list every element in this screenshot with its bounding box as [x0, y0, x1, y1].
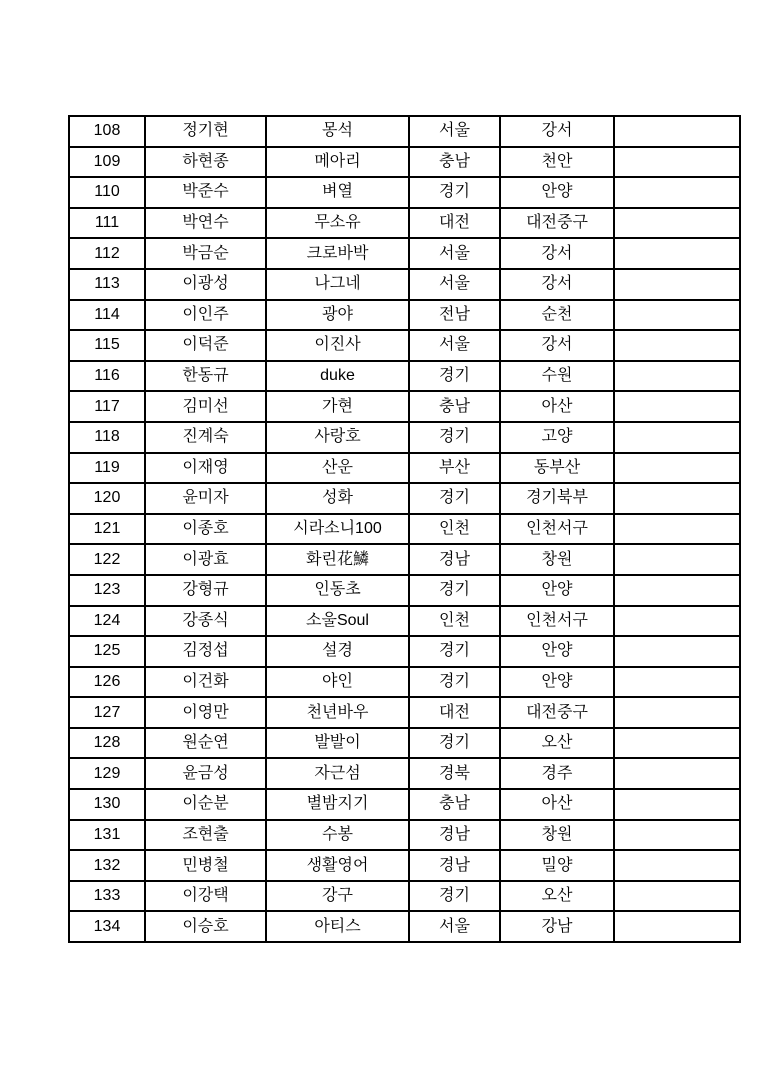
cell-number: 124: [69, 606, 145, 637]
table-row: [69, 911, 740, 942]
cell-number: 117: [69, 391, 145, 422]
cell-note: [614, 422, 740, 453]
cell-district: 강서: [500, 116, 614, 147]
table-row: [69, 820, 740, 851]
cell-note: [614, 330, 740, 361]
cell-district: 밀양: [500, 850, 614, 881]
cell-district: 오산: [500, 881, 614, 912]
cell-number: 119: [69, 453, 145, 484]
cell-name: 이승호: [145, 911, 266, 942]
cell-region: 경기: [409, 728, 500, 759]
cell-note: [614, 606, 740, 637]
table-row: [69, 116, 740, 147]
cell-note: [614, 238, 740, 269]
cell-region: 인천: [409, 514, 500, 545]
cell-note: [614, 820, 740, 851]
table-row: [69, 606, 740, 637]
cell-district: 창원: [500, 820, 614, 851]
cell-note: [614, 575, 740, 606]
cell-district: 안양: [500, 636, 614, 667]
cell-name: 정기현: [145, 116, 266, 147]
table-row: [69, 177, 740, 208]
cell-region: 서울: [409, 238, 500, 269]
cell-region: 경남: [409, 850, 500, 881]
cell-region: 충남: [409, 789, 500, 820]
cell-nickname: 이진사: [266, 330, 409, 361]
cell-region: 전남: [409, 300, 500, 331]
cell-region: 충남: [409, 391, 500, 422]
cell-note: [614, 850, 740, 881]
cell-region: 경기: [409, 361, 500, 392]
cell-nickname: 수봉: [266, 820, 409, 851]
cell-number: 114: [69, 300, 145, 331]
cell-nickname: 크로바박: [266, 238, 409, 269]
table-row: [69, 300, 740, 331]
cell-district: 대전중구: [500, 697, 614, 728]
cell-name: 조현출: [145, 820, 266, 851]
cell-region: 경기: [409, 177, 500, 208]
cell-name: 이광효: [145, 544, 266, 575]
table-row: [69, 361, 740, 392]
cell-nickname: 몽석: [266, 116, 409, 147]
cell-district: 순천: [500, 300, 614, 331]
cell-number: 118: [69, 422, 145, 453]
cell-note: [614, 300, 740, 331]
cell-nickname: 천년바우: [266, 697, 409, 728]
cell-nickname: 메아리: [266, 147, 409, 178]
cell-nickname: 나그네: [266, 269, 409, 300]
cell-region: 경기: [409, 667, 500, 698]
cell-name: 이덕준: [145, 330, 266, 361]
cell-region: 서울: [409, 330, 500, 361]
cell-district: 강서: [500, 330, 614, 361]
cell-region: 인천: [409, 606, 500, 637]
cell-nickname: 인동초: [266, 575, 409, 606]
cell-district: 아산: [500, 789, 614, 820]
cell-district: 강서: [500, 269, 614, 300]
cell-nickname: 별밤지기: [266, 789, 409, 820]
cell-district: 천안: [500, 147, 614, 178]
cell-district: 인천서구: [500, 514, 614, 545]
cell-district: 동부산: [500, 453, 614, 484]
cell-number: 108: [69, 116, 145, 147]
cell-district: 경주: [500, 758, 614, 789]
table-row: [69, 575, 740, 606]
table-row: [69, 330, 740, 361]
cell-note: [614, 208, 740, 239]
cell-number: 128: [69, 728, 145, 759]
cell-note: [614, 177, 740, 208]
table-row: [69, 483, 740, 514]
cell-number: 115: [69, 330, 145, 361]
cell-region: 충남: [409, 147, 500, 178]
cell-district: 안양: [500, 575, 614, 606]
cell-region: 경기: [409, 422, 500, 453]
cell-number: 123: [69, 575, 145, 606]
cell-nickname: 산운: [266, 453, 409, 484]
table-row: [69, 728, 740, 759]
cell-name: 하현종: [145, 147, 266, 178]
cell-nickname: 벼열: [266, 177, 409, 208]
cell-nickname: 자근섬: [266, 758, 409, 789]
cell-name: 윤금성: [145, 758, 266, 789]
cell-name: 이재영: [145, 453, 266, 484]
cell-name: 진계숙: [145, 422, 266, 453]
cell-region: 경기: [409, 575, 500, 606]
cell-number: 122: [69, 544, 145, 575]
cell-number: 127: [69, 697, 145, 728]
cell-nickname: 시라소니100: [266, 514, 409, 545]
cell-name: 이강택: [145, 881, 266, 912]
table-row: [69, 789, 740, 820]
cell-nickname: 화린花鱗: [266, 544, 409, 575]
cell-district: 안양: [500, 667, 614, 698]
cell-district: 대전중구: [500, 208, 614, 239]
cell-number: 113: [69, 269, 145, 300]
cell-region: 경북: [409, 758, 500, 789]
cell-district: 경기북부: [500, 483, 614, 514]
cell-district: 아산: [500, 391, 614, 422]
cell-number: 130: [69, 789, 145, 820]
table-row: [69, 147, 740, 178]
cell-nickname: 발발이: [266, 728, 409, 759]
cell-nickname: 생활영어: [266, 850, 409, 881]
cell-name: 민병철: [145, 850, 266, 881]
cell-number: 134: [69, 911, 145, 942]
cell-name: 이광성: [145, 269, 266, 300]
cell-note: [614, 544, 740, 575]
cell-region: 서울: [409, 911, 500, 942]
cell-name: 강형규: [145, 575, 266, 606]
cell-note: [614, 483, 740, 514]
cell-name: 김미선: [145, 391, 266, 422]
cell-nickname: 강구: [266, 881, 409, 912]
cell-note: [614, 697, 740, 728]
cell-name: 김정섭: [145, 636, 266, 667]
cell-number: 110: [69, 177, 145, 208]
table-row: [69, 269, 740, 300]
table-row: [69, 636, 740, 667]
cell-number: 125: [69, 636, 145, 667]
cell-note: [614, 911, 740, 942]
cell-note: [614, 881, 740, 912]
cell-name: 이인주: [145, 300, 266, 331]
table-row: [69, 544, 740, 575]
cell-district: 강남: [500, 911, 614, 942]
cell-district: 인천서구: [500, 606, 614, 637]
table-row: [69, 238, 740, 269]
cell-district: 창원: [500, 544, 614, 575]
cell-note: [614, 361, 740, 392]
cell-name: 한동규: [145, 361, 266, 392]
cell-region: 경기: [409, 636, 500, 667]
cell-name: 이종호: [145, 514, 266, 545]
cell-number: 126: [69, 667, 145, 698]
cell-number: 111: [69, 208, 145, 239]
cell-number: 112: [69, 238, 145, 269]
cell-number: 109: [69, 147, 145, 178]
cell-note: [614, 116, 740, 147]
cell-number: 133: [69, 881, 145, 912]
cell-name: 이영만: [145, 697, 266, 728]
cell-region: 서울: [409, 116, 500, 147]
roster-table: [68, 115, 741, 943]
table-row: [69, 850, 740, 881]
cell-note: [614, 667, 740, 698]
table-row: [69, 422, 740, 453]
cell-note: [614, 758, 740, 789]
cell-region: 대전: [409, 208, 500, 239]
cell-region: 경기: [409, 881, 500, 912]
cell-note: [614, 453, 740, 484]
cell-name: 강종식: [145, 606, 266, 637]
cell-nickname: duke: [266, 361, 409, 392]
table-row: [69, 208, 740, 239]
table-row: [69, 881, 740, 912]
table-row: [69, 697, 740, 728]
cell-note: [614, 636, 740, 667]
cell-nickname: 소울Soul: [266, 606, 409, 637]
cell-note: [614, 391, 740, 422]
cell-number: 131: [69, 820, 145, 851]
cell-district: 수원: [500, 361, 614, 392]
cell-nickname: 무소유: [266, 208, 409, 239]
cell-region: 대전: [409, 697, 500, 728]
cell-number: 116: [69, 361, 145, 392]
table-row: [69, 453, 740, 484]
cell-region: 경기: [409, 483, 500, 514]
cell-number: 121: [69, 514, 145, 545]
cell-district: 안양: [500, 177, 614, 208]
cell-name: 이건화: [145, 667, 266, 698]
roster-table-body: [69, 116, 740, 942]
cell-district: 오산: [500, 728, 614, 759]
cell-note: [614, 269, 740, 300]
cell-region: 서울: [409, 269, 500, 300]
cell-nickname: 설경: [266, 636, 409, 667]
cell-nickname: 아티스: [266, 911, 409, 942]
cell-name: 윤미자: [145, 483, 266, 514]
cell-note: [614, 147, 740, 178]
cell-nickname: 광야: [266, 300, 409, 331]
cell-region: 경남: [409, 820, 500, 851]
cell-number: 120: [69, 483, 145, 514]
cell-name: 원순연: [145, 728, 266, 759]
cell-region: 경남: [409, 544, 500, 575]
cell-note: [614, 728, 740, 759]
cell-name: 이순분: [145, 789, 266, 820]
cell-name: 박준수: [145, 177, 266, 208]
table-row: [69, 758, 740, 789]
table-row: [69, 514, 740, 545]
cell-district: 고양: [500, 422, 614, 453]
table-row: [69, 667, 740, 698]
cell-name: 박연수: [145, 208, 266, 239]
cell-number: 129: [69, 758, 145, 789]
cell-note: [614, 789, 740, 820]
cell-nickname: 성화: [266, 483, 409, 514]
cell-district: 강서: [500, 238, 614, 269]
cell-nickname: 가현: [266, 391, 409, 422]
cell-name: 박금순: [145, 238, 266, 269]
cell-nickname: 야인: [266, 667, 409, 698]
cell-number: 132: [69, 850, 145, 881]
table-row: [69, 391, 740, 422]
cell-region: 부산: [409, 453, 500, 484]
cell-nickname: 사랑호: [266, 422, 409, 453]
cell-note: [614, 514, 740, 545]
